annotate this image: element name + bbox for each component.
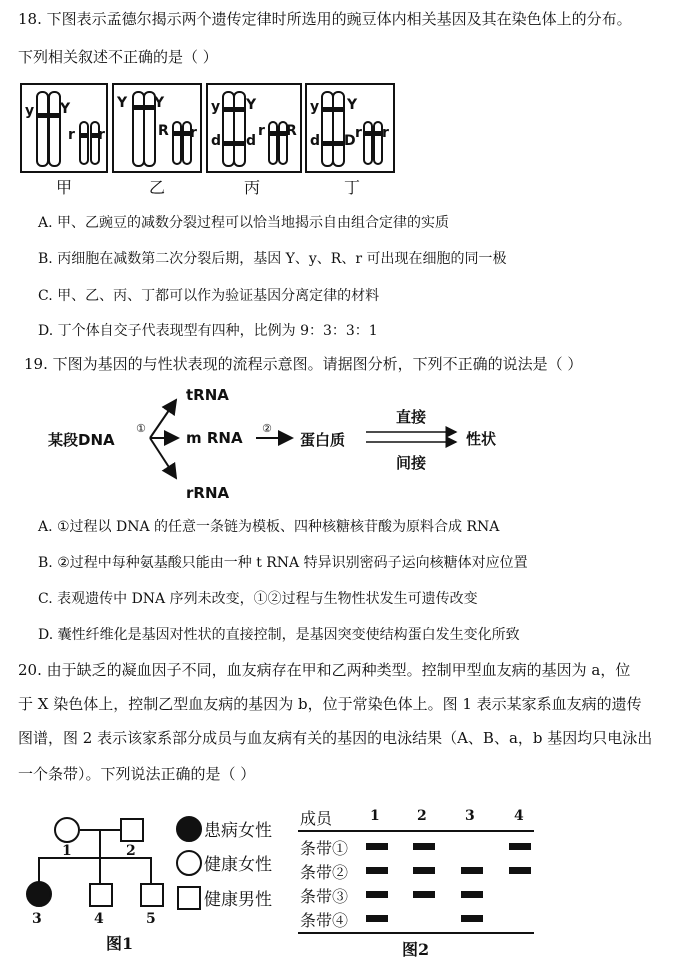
flow-trna: tRNA — [186, 386, 229, 404]
q20-stem-line1: 20. 由于缺乏的凝血因子不同，血友病存在甲和乙两种类型。控制甲型血友病的基因为 a，位 — [18, 661, 631, 679]
cell-caption-bing: 丙 — [244, 178, 261, 197]
descent-line — [99, 830, 101, 858]
pedigree-label-1: 1 — [62, 843, 72, 859]
gene-label: d — [310, 133, 321, 149]
gene-label: r — [382, 125, 389, 141]
gene-label: d — [211, 133, 222, 149]
pedigree-label-4: 4 — [94, 911, 104, 927]
legend-healthy-male-icon — [177, 886, 201, 910]
q19-option-a: A. ①过程以 DNA 的任意一条链为模板、四种核糖核苷酸为原料合成 RNA — [38, 519, 500, 535]
fig2-column-1: 1 — [370, 808, 380, 824]
gene-label: r — [190, 125, 197, 141]
fig2-row-4: 条带④ — [300, 911, 349, 930]
flow-direct: 直接 — [396, 408, 427, 426]
legend-affected-female-icon — [176, 816, 202, 842]
fig2-row-3: 条带③ — [300, 887, 349, 906]
gel-band — [366, 843, 388, 850]
q18-option-b: B. 丙细胞在减数第二次分裂后期，基因 Y、y、R、r 可出现在细胞的同一极 — [38, 251, 507, 267]
gene-label: y — [211, 99, 221, 115]
gene-label: R — [286, 123, 297, 139]
gel-band — [461, 867, 483, 874]
flow-rrna: rRNA — [186, 484, 230, 502]
flow-step1: ① — [136, 422, 146, 435]
pedigree-member-3 — [26, 881, 52, 907]
cell-caption-yi: 乙 — [149, 178, 166, 197]
gene-label: Y — [347, 97, 358, 113]
fig2-column-4: 4 — [514, 808, 524, 824]
pedigree-label-3: 3 — [32, 911, 42, 927]
legend-healthy-male-label: 健康男性 — [204, 890, 272, 910]
flow-trait: 性状 — [466, 430, 497, 448]
cell-caption-ding: 丁 — [344, 178, 361, 197]
q20-stem-line2: 于 X 染色体上，控制乙型血友病的基因为 b，位于常染色体上。图 1 表示某家系血友病的遗传 — [18, 695, 642, 713]
gel-band — [461, 915, 483, 922]
gene-label: r — [68, 127, 75, 143]
cell-caption-jia: 甲 — [56, 178, 73, 197]
q19-option-b: B. ②过程中每种氨基酸只能由一种 t RNA 特异识别密码子运向核糖体对应位置 — [38, 555, 528, 571]
gel-band — [509, 843, 531, 850]
gel-band — [366, 915, 388, 922]
gel-band — [413, 867, 435, 874]
fig2-divider — [298, 830, 534, 832]
fig2-caption: 图2 — [402, 940, 430, 959]
fig2-header: 成员 — [300, 809, 333, 828]
pedigree-member-2 — [120, 818, 144, 842]
gel-band — [366, 891, 388, 898]
gene-label: Y — [117, 95, 128, 111]
gene-label: Y — [154, 95, 165, 111]
gene-label: r — [355, 125, 362, 141]
q20-stem-line3: 图谱，图 2 表示该家系部分成员与血友病有关的基因的电泳结果（A、B、a，b 基因均只电泳出 — [18, 729, 653, 747]
q18-option-d: D. 丁个体自交子代表现型有四种，比例为 9：3：3：1 — [38, 323, 378, 339]
gene-label: D — [344, 133, 356, 149]
flow-protein: 蛋白质 — [300, 431, 346, 449]
legend-affected-female-label: 患病女性 — [204, 821, 272, 841]
gel-band — [413, 843, 435, 850]
descent-line — [150, 857, 152, 883]
descent-line — [38, 857, 40, 883]
q19-option-d: D. 囊性纤维化是基因对性状的直接控制，是基因突变使结构蛋白发生变化所致 — [38, 627, 520, 643]
q19-option-c: C. 表观遗传中 DNA 序列未改变，①②过程与生物性状发生可遗传改变 — [38, 591, 478, 607]
gel-band — [413, 891, 435, 898]
gene-label: r — [258, 123, 265, 139]
gene-label: Y — [246, 97, 257, 113]
gene-label: d — [246, 133, 257, 149]
pedigree-member-4 — [89, 883, 113, 907]
gel-band — [366, 867, 388, 874]
flow-mrna: m RNA — [186, 429, 243, 447]
pedigree-label-2: 2 — [126, 843, 136, 859]
gene-label: y — [310, 99, 320, 115]
gene-label: y — [25, 103, 35, 119]
q18-stem-line2: 下列相关叙述不正确的是（ ） — [18, 48, 218, 66]
pedigree-member-5 — [140, 883, 164, 907]
q20-stem-line4: 一个条带）。下列说法正确的是（ ） — [18, 765, 256, 783]
descent-line — [99, 857, 101, 883]
fig2-column-2: 2 — [417, 808, 427, 824]
legend-healthy-female-label: 健康女性 — [204, 855, 272, 875]
gel-band — [461, 891, 483, 898]
gene-label: R — [158, 123, 169, 139]
gene-label: Y — [60, 101, 71, 117]
flow-dna: 某段DNA — [48, 431, 115, 449]
fig1-caption: 图1 — [106, 934, 134, 953]
pedigree-label-5: 5 — [146, 911, 156, 927]
fig2-row-2: 条带② — [300, 863, 349, 882]
gene-label: r — [98, 127, 105, 143]
q18-option-a: A. 甲、乙豌豆的减数分裂过程可以恰当地揭示自由组合定律的实质 — [38, 215, 450, 231]
gel-band — [509, 867, 531, 874]
fig2-column-3: 3 — [465, 808, 475, 824]
legend-healthy-female-icon — [176, 850, 202, 876]
q18-stem-line1: 18. 下图表示孟德尔揭示两个遗传定律时所选用的豌豆体内相关基因及其在染色体上的分布。 — [18, 10, 632, 28]
pedigree-member-1 — [54, 817, 80, 843]
fig2-bottom-line — [298, 932, 534, 934]
flow-indirect: 间接 — [396, 454, 427, 472]
q19-stem: 19. 下图为基因的与性状表现的流程示意图。请据图分析，下列不正确的说法是（ ） — [24, 355, 583, 373]
q18-option-c: C. 甲、乙、丙、丁都可以作为验证基因分离定律的材料 — [38, 288, 380, 304]
fig2-row-1: 条带① — [300, 839, 349, 858]
flow-step2: ② — [262, 422, 272, 435]
